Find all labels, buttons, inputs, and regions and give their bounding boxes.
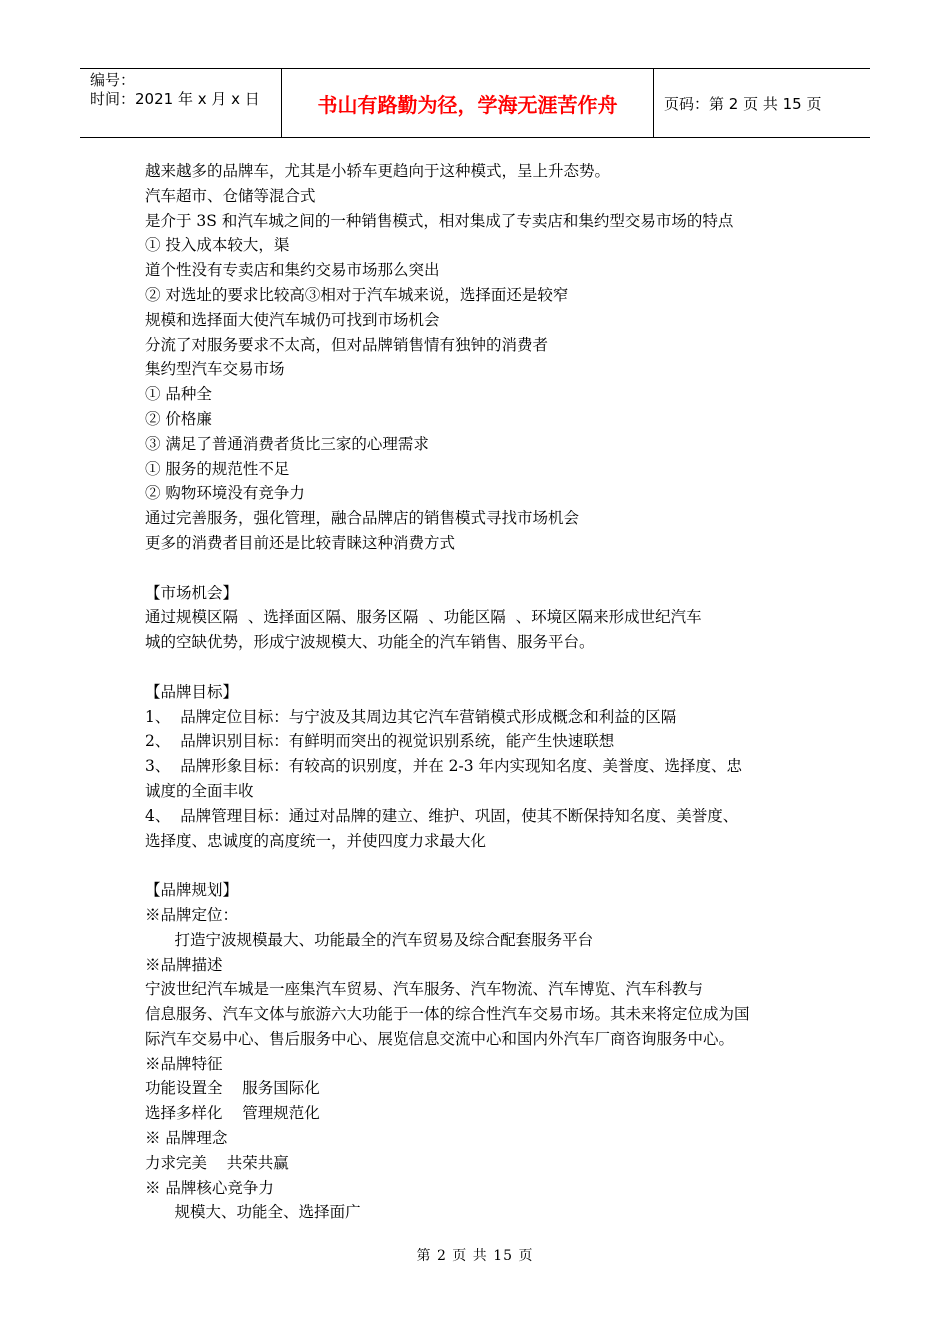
document-number-label: 编号：: [90, 71, 136, 89]
body-line: ※品牌描述: [145, 955, 223, 974]
body-line: ① 服务的规范性不足: [145, 459, 290, 478]
body-line: ※品牌特征: [145, 1054, 223, 1073]
body-line: ※品牌定位：: [145, 905, 239, 924]
header-page-info: 页码：第 2 页 共 15 页: [664, 94, 822, 113]
body-line: ③ 满足了普通消费者货比三家的心理需求: [145, 434, 429, 453]
header-table: [80, 68, 870, 138]
body-line: 3、 品牌形象目标：有较高的识别度，并在 2-3 年内实现知名度、美誉度、选择度、忠: [145, 757, 743, 776]
body-line: ② 对选址的要求比较高③相对于汽车城来说，选择面还是较窄: [145, 285, 569, 304]
body-line: 【市场机会】: [145, 583, 239, 602]
body-line: 道个性没有专卖店和集约交易市场那么突出: [145, 261, 440, 280]
body-line: 选择多样化 管理规范化: [145, 1104, 320, 1123]
body-line: [145, 655, 805, 680]
body-line: 更多的消费者目前还是比较青睐这种消费方式: [145, 533, 456, 552]
body-line: ① 投入成本较大，渠: [145, 236, 290, 255]
body-line: 【品牌规划】: [145, 881, 239, 900]
document-body: [145, 159, 805, 1225]
body-line: 打造宁波规模最大、功能最全的汽车贸易及综合配套服务平台: [145, 930, 594, 949]
body-line: 规模大、功能全、选择面广: [145, 1203, 361, 1222]
body-line: 城的空缺优势，形成宁波规模大、功能全的汽车销售、服务平台。: [145, 633, 595, 652]
body-line: 功能设置全 服务国际化: [145, 1079, 320, 1098]
document-time: 时间：2021 年 x 月 x 日: [90, 90, 260, 108]
body-line: 分流了对服务要求不太高，但对品牌销售情有独钟的消费者: [145, 335, 549, 354]
body-line: 1、 品牌定位目标：与宁波及其周边其它汽车营销模式形成概念和利益的区隔: [145, 707, 677, 726]
body-line: ② 价格廉: [145, 409, 212, 428]
body-line: 规模和选择面大使汽车城仍可找到市场机会: [145, 310, 440, 329]
body-line: 4、 品牌管理目标：通过对品牌的建立、维护、巩固，使其不断保持知名度、美誉度、: [145, 806, 739, 825]
body-line: 2、 品牌识别目标：有鲜明而突出的视觉识别系统，能产生快速联想: [145, 732, 615, 751]
body-line: ① 品种全: [145, 385, 212, 404]
body-line: 通过完善服务，强化管理，融合品牌店的销售模式寻找市场机会: [145, 509, 580, 528]
body-line: 力求完美 共荣共赢: [145, 1153, 289, 1172]
body-line: 越来越多的品牌车，尤其是小轿车更趋向于这种模式，呈上升态势。: [145, 162, 611, 180]
body-line: 汽车超市、仓储等混合式: [145, 186, 316, 205]
header-motto: 书山有路勤为径，学海无涯苦作舟: [282, 69, 654, 137]
body-line: 【品牌目标】: [145, 682, 239, 701]
body-line: 集约型汽车交易市场: [145, 360, 285, 379]
body-line: 际汽车交易中心、售后服务中心、展览信息交流中心和国内外汽车厂商咨询服务中心。: [145, 1029, 735, 1048]
body-line: 通过规模区隔 、选择面区隔、服务区隔 、功能区隔 、环境区隔来形成世纪汽车: [145, 608, 702, 627]
body-line: 信息服务、汽车文体与旅游六大功能于一体的综合性汽车交易市场。其未来将定位成为国: [145, 1005, 750, 1024]
body-line: ※ 品牌理念: [145, 1129, 228, 1148]
body-line: 宁波世纪汽车城是一座集汽车贸易、汽车服务、汽车物流、汽车博览、汽车科教与: [145, 980, 704, 999]
body-line: 是介于 3S 和汽车城之间的一种销售模式，相对集成了专卖店和集约型交易市场的特点: [145, 211, 734, 230]
page-footer: 第 2 页 共 15 页: [416, 1248, 534, 1264]
body-line: 选择度、忠诚度的高度统一，并使四度力求最大化: [145, 831, 487, 850]
body-line: [145, 556, 805, 581]
body-line: ※ 品牌核心竞争力: [145, 1178, 274, 1197]
header-meta: [80, 69, 282, 137]
body-line: 诚度的全面丰收: [145, 781, 254, 800]
body-line: ② 购物环境没有竞争力: [145, 484, 305, 503]
body-line: [145, 853, 805, 878]
